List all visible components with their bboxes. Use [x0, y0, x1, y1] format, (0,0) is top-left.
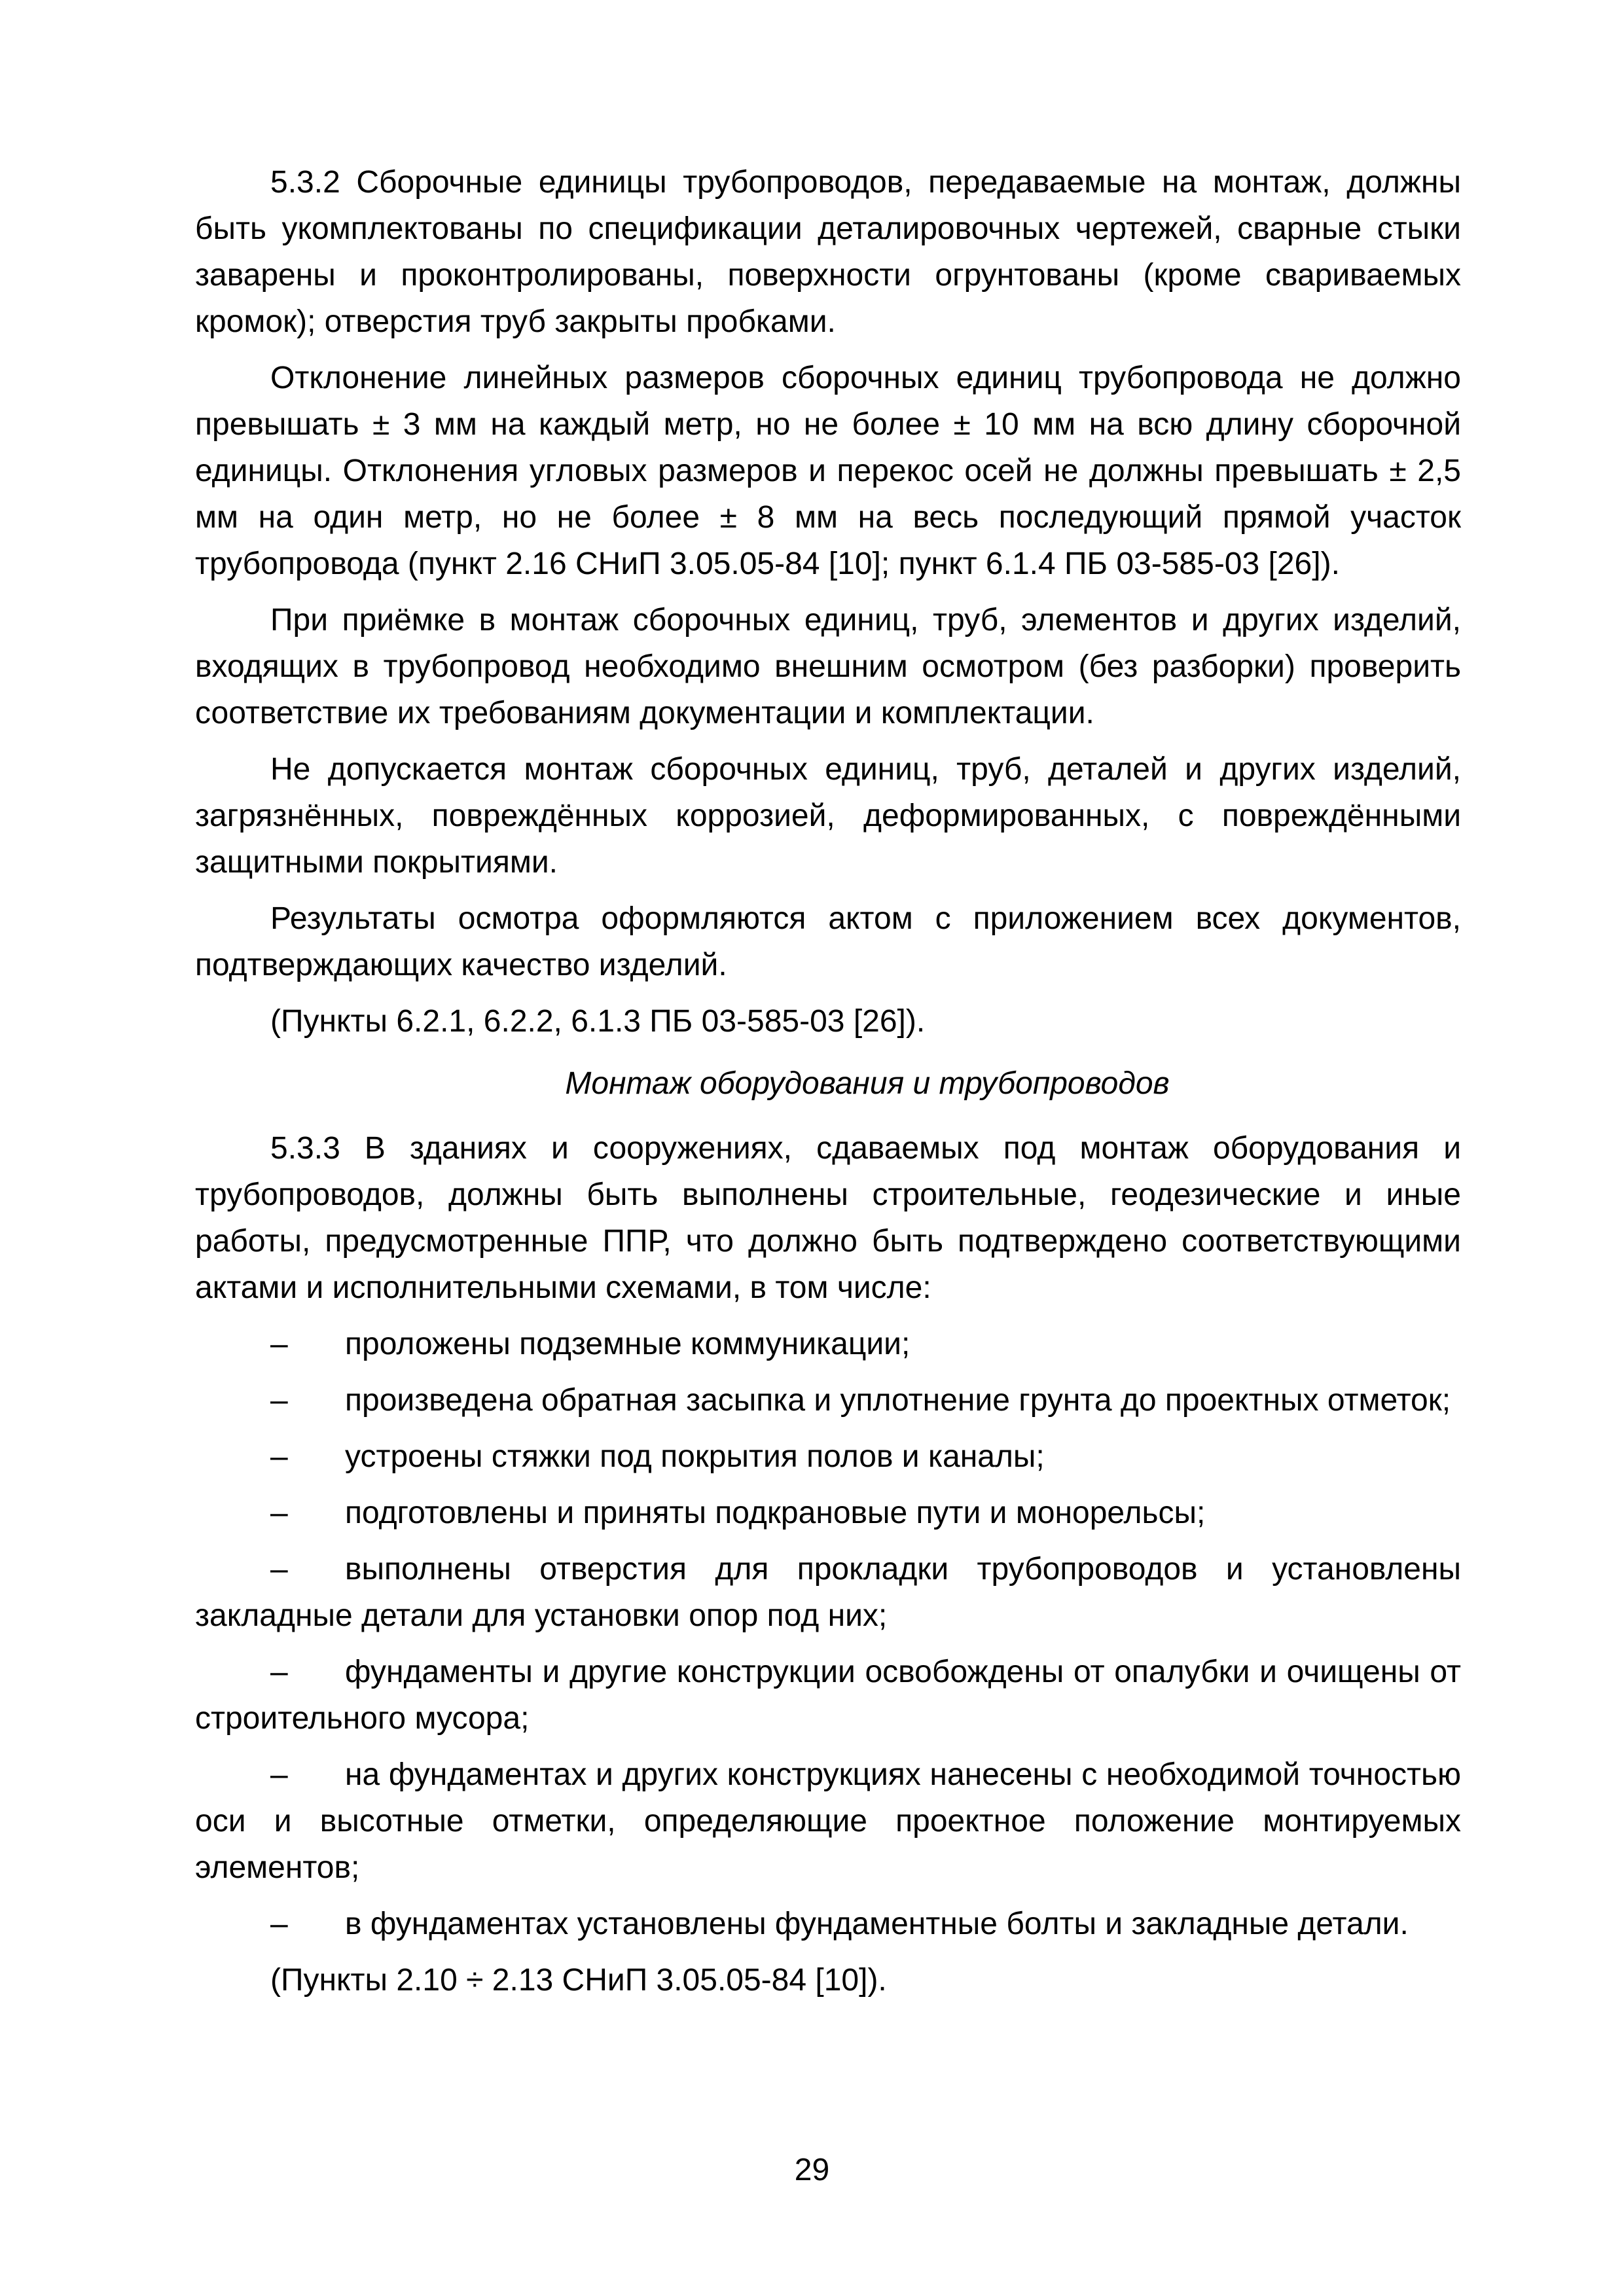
list-item [195, 1901, 1461, 1947]
section-heading: Монтаж оборудования и трубопроводов [565, 1066, 1170, 1101]
paragraph-inspection-results: Результаты осмотра оформляются актом с приложением всех документов, подтверждающих качество изделий. [195, 901, 1461, 982]
list-item-text: в фундаментах установлены фундаментные болты и закладные детали. [345, 1907, 1409, 1941]
dash-mark: – [270, 1552, 288, 1587]
list-item-text: на фундаментах и других конструкциях нанесены с необходимой точностью оси и высотные отметки, определяющие проектное положение монтируемых элементов; [195, 1757, 1461, 1885]
list-item [195, 1546, 1461, 1639]
list-item [195, 1751, 1461, 1891]
paragraph-not-allowed: Не допускается монтаж сборочных единиц, труб, деталей и других изделий, загрязнённых, повреждённых коррозией, деформированных, с повреждёнными защитными покрытиями. [195, 752, 1461, 880]
list-item-text: произведена обратная засыпка и уплотнение грунта до проектных отметок; [345, 1383, 1451, 1418]
paragraph-5-3-2: 5.3.2 Сборочные единицы трубопроводов, передаваемые на монтаж, должны быть укомплектованы по спецификации деталировочных чертежей, сварные стыки заварены и проконтролированы, поверхности огрунтованы (кроме свариваемых кромок); отверстия труб закрыты пробками. [195, 165, 1461, 339]
dash-mark: – [270, 1439, 288, 1474]
dash-mark: – [270, 1327, 288, 1361]
list-item-text: выполнены отверстия для прокладки трубопроводов и установлены закладные детали для установки опор под них; [195, 1552, 1461, 1633]
dash-mark: – [270, 1907, 288, 1941]
dash-mark: – [270, 1383, 288, 1418]
dash-mark: – [270, 1757, 288, 1792]
paragraph-reference-pb: (Пункты 6.2.1, 6.2.2, 6.1.3 ПБ 03-585-03 [26]). [270, 1004, 926, 1039]
list-item [195, 1490, 1461, 1536]
list-item-text: фундаменты и другие конструкции освобождены от опалубки и очищены от строительного мусора; [195, 1655, 1461, 1736]
dash-mark: – [270, 1655, 288, 1689]
dash-mark: – [270, 1496, 288, 1530]
list-item [195, 1377, 1461, 1424]
list-item [195, 1321, 1461, 1367]
list-item [195, 1433, 1461, 1480]
paragraph-deviation-tolerances: Отклонение линейных размеров сборочных единиц трубопровода не должно превышать ± 3 мм на каждый метр, но не более ± 10 мм на всю длину сборочной единицы. Отклонения угловых размеров и перекос осей не должны превышать ± 2,5 мм на один метр, но не более ± 8 мм на весь последующий прямой участок трубопровода (пункт 2.16 СНиП 3.05.05-84 [10]; пункт 6.1.4 ПБ 03-585-03 [26]). [195, 361, 1461, 581]
page-content [195, 159, 1461, 2013]
list-item-text: подготовлены и приняты подкрановые пути и монорельсы; [345, 1496, 1206, 1530]
list-item-text: проложены подземные коммуникации; [345, 1327, 911, 1361]
paragraph-acceptance-inspection: При приёмке в монтаж сборочных единиц, труб, элементов и других изделий, входящих в трубопровод необходимо внешним осмотром (без разборки) проверить соответствие их требованиям документации и комплектации. [195, 603, 1461, 730]
paragraph-5-3-3: 5.3.3 В зданиях и сооружениях, сдаваемых под монтаж оборудования и трубопроводов, должны быть выполнены строительные, геодезические и иные работы, предусмотренные ППР, что должно быть подтверждено соответствующими актами и исполнительными схемами, в том числе: [195, 1131, 1461, 1305]
page-number: 29 [794, 2153, 830, 2187]
list-item [195, 1649, 1461, 1742]
list-item-text: устроены стяжки под покрытия полов и каналы; [345, 1439, 1045, 1474]
paragraph-reference-snip: (Пункты 2.10 ÷ 2.13 СНиП 3.05.05-84 [10]). [270, 1963, 887, 1998]
